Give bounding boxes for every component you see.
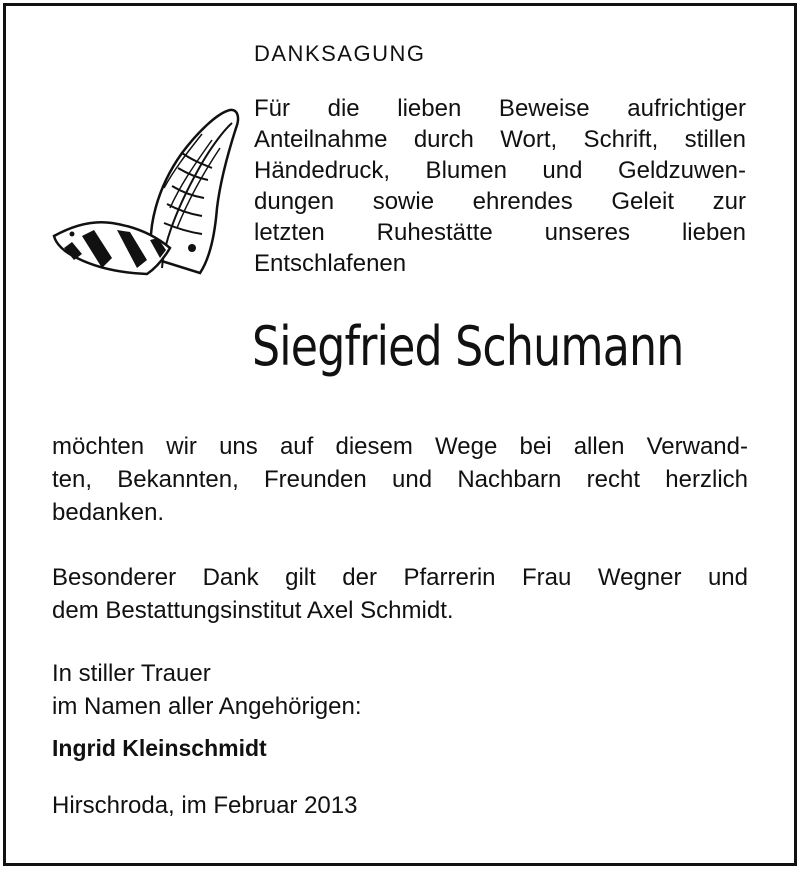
thanks-line: möchten wir uns auf diesem Wege bei allen Verwand- [52,433,748,460]
intro-line: dungen sowie ehrendes Geleit zur [254,188,746,215]
closing-block [52,657,362,723]
intro-paragraph [254,93,746,279]
place-date: Hirschroda, im Februar 2013 [52,792,358,819]
praying-hands-icon [52,108,242,276]
intro-line: Anteilnahme durch Wort, Schrift, stillen [254,126,746,153]
intro-line: Entschlafenen [254,250,407,277]
closing-line: In stiller Trauer [52,660,211,687]
special-thanks-line: Besonderer Dank gilt der Pfarrerin Frau Wegner und [52,564,748,591]
notice-heading: DANKSAGUNG [254,41,426,66]
special-thanks-line: dem Bestattungsinstitut Axel Schmidt. [52,597,454,624]
intro-line: letzten Ruhestätte unseres lieben [254,219,746,246]
thanks-line: ten, Bekannten, Freunden und Nachbarn recht herzlich [52,466,748,493]
intro-line: Für die lieben Beweise aufrichtiger [254,95,746,122]
thanks-paragraph [52,430,748,529]
intro-line: Händedruck, Blumen und Geldzuwen- [254,157,746,184]
signer-name: Ingrid Kleinschmidt [52,735,267,761]
thanks-line: bedanken. [52,499,165,526]
special-thanks-paragraph [52,561,748,627]
deceased-name: Siegfried Schumann [252,315,684,378]
closing-line: im Namen aller Angehörigen: [52,693,362,720]
